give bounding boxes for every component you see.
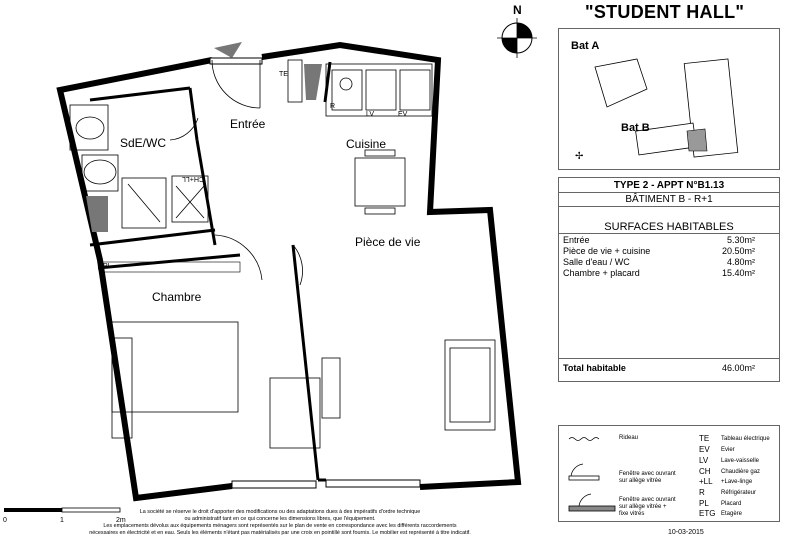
project-title: "STUDENT HALL"	[585, 2, 745, 22]
legend-code: CH	[699, 467, 711, 476]
legend-box	[558, 425, 780, 522]
surface-label: Entrée	[563, 235, 590, 245]
room-label-entree: Entrée	[230, 117, 266, 131]
disclaimer-line: ou administratif tant en ce qui concerne les dimensions libres, que l'équipement.	[184, 516, 376, 522]
surface-row	[563, 268, 755, 278]
legend-code: +LL	[699, 477, 713, 486]
label-ch-ll: CH+LL	[182, 175, 204, 182]
compass	[497, 3, 537, 58]
te-panel	[288, 60, 302, 102]
surface-label: Chambre + placard	[563, 268, 640, 278]
shaft-kitchen	[304, 64, 322, 100]
surface-value: 5.30m²	[726, 235, 755, 245]
keyplan-label-bat-b: Bat B	[621, 122, 650, 134]
disclaimer	[0, 509, 560, 537]
surface-value: 20.50m²	[721, 246, 755, 256]
legend-desc: +Lave-linge	[721, 479, 753, 485]
keyplan-label-bat-a: Bat A	[571, 40, 600, 52]
room-label-cuisine: Cuisine	[346, 137, 387, 151]
apartment-type: TYPE 2 - APPT N°B1.13	[613, 180, 725, 191]
legend-desc: Lave-vaisselle	[721, 458, 760, 464]
keyplan-drawing	[559, 29, 779, 169]
legend-rideau: Rideau	[619, 435, 639, 441]
total-label: Total habitable	[563, 363, 626, 373]
surface-row	[563, 246, 755, 256]
scale-tick-0: 0	[3, 517, 7, 524]
surfaces-title: SURFACES HABITABLES	[604, 221, 734, 233]
legend-fenetre-1-line-1: Fenêtre avec ouvrant	[619, 471, 676, 477]
apartment-info-box	[558, 177, 780, 382]
surface-value: 15.40m²	[721, 268, 755, 278]
label-ev: EV	[398, 111, 408, 118]
legend-desc: Chaudière gaz	[721, 469, 761, 475]
legend-fenetre-1-line-2: sur allège vitrée	[619, 478, 662, 484]
disclaimer-line: Les emplacements dévolus aux équipements ménagers sont représentés sur le plan de vente en correspondance avec les différents raccordements	[103, 523, 457, 529]
room-label-piece-de-vie: Pièce de vie	[355, 235, 421, 249]
legend-code: R	[699, 488, 705, 497]
legend-code: PL	[699, 499, 709, 508]
scale-tick-1: 1	[60, 517, 64, 524]
legend-code: TE	[699, 434, 710, 443]
room-label-chambre: Chambre	[152, 290, 202, 304]
legend-code: ETG	[699, 509, 716, 518]
legend-fenetre-2-line-2: sur allège vitrée +	[619, 504, 667, 510]
apartment-building: BÂTIMENT B - R+1	[625, 194, 713, 205]
keyplan-north-icon: ✢	[575, 151, 584, 162]
window-symbol-1	[569, 464, 599, 480]
legend-desc: Etagère	[721, 511, 743, 517]
plan-date: 10-03-2015	[668, 529, 704, 536]
surface-row	[563, 257, 755, 267]
legend-desc: Evier	[721, 447, 735, 453]
keyplan-box	[558, 28, 780, 170]
label-te: TE	[279, 71, 288, 78]
legend-desc: Réfrigérateur	[721, 490, 757, 496]
surface-row	[563, 235, 755, 245]
surface-label: Pièce de vie + cuisine	[563, 246, 651, 256]
legend-fenetre-2-line-1: Fenêtre avec ouvrant	[619, 497, 676, 503]
room-label-sde-wc: SdE/WC	[120, 136, 167, 150]
kitchen-fixtures	[326, 64, 432, 116]
legend-desc: Tableau électrique	[721, 436, 770, 442]
label-lv: LV	[366, 111, 375, 118]
window-symbol-2	[569, 494, 615, 511]
legend-desc: Placard	[721, 501, 742, 507]
legend-fenetre-2-line-3: fixe vitrés	[619, 511, 645, 517]
compass-north-label: N	[513, 3, 522, 17]
total-row	[563, 363, 755, 373]
surface-label: Salle d'eau / WC	[563, 257, 630, 267]
label-pl: PL	[103, 263, 112, 270]
label-r: R	[330, 103, 336, 110]
surface-value: 4.80m²	[726, 257, 755, 267]
legend-code: LV	[699, 456, 709, 465]
disclaimer-line: nécessaires en électricité et en eau. Seuls les éléments n'étant pas matérialisés par une croix en pointillé sont fournis. Le mobilier est représenté à titre indicatif.	[89, 530, 471, 536]
curtain-symbol	[569, 438, 599, 441]
disclaimer-line: La société se réserve le droit d'apporter des modifications ou des adaptations dues à des impératifs d'ordre technique	[139, 509, 421, 515]
entry-arrow	[214, 42, 242, 58]
legend-code: EV	[699, 445, 710, 454]
total-value: 46.00m²	[721, 363, 755, 373]
scale-tick-2: 2m	[116, 517, 126, 524]
